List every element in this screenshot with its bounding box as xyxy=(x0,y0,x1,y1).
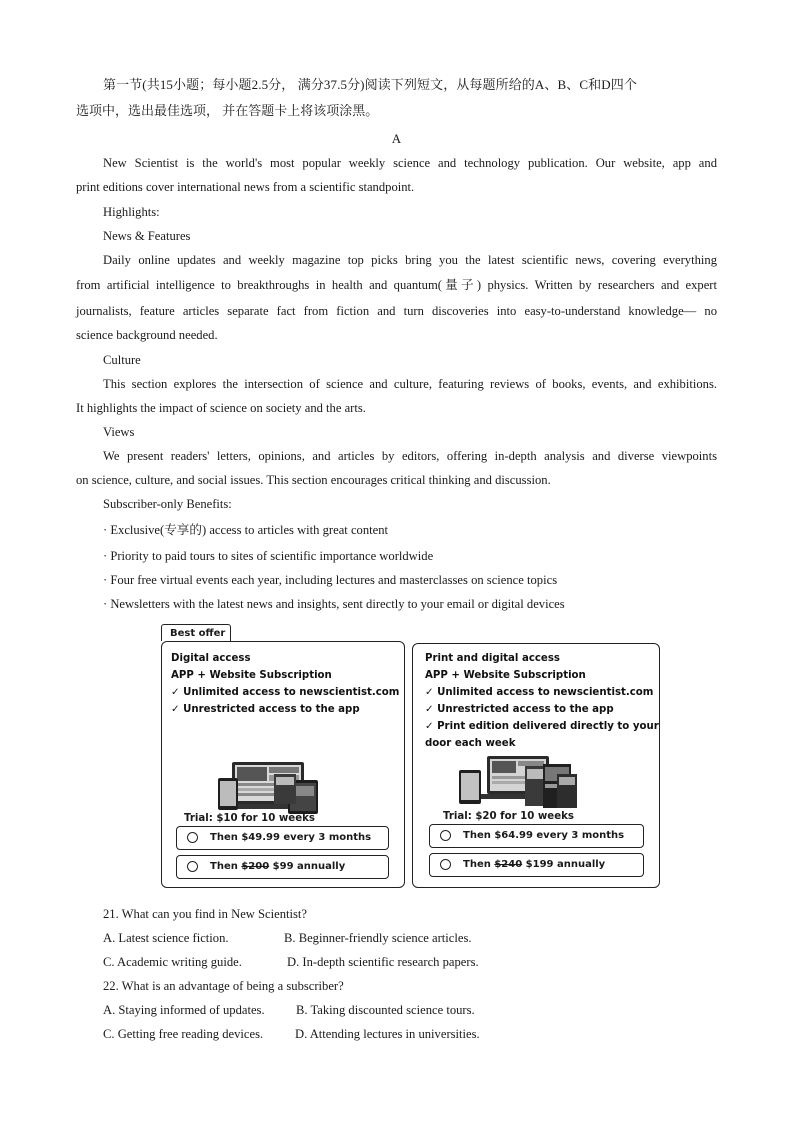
option-prefix: Then xyxy=(463,859,495,870)
option-label: Then $49.99 every 3 months xyxy=(210,832,372,843)
radio-circle-icon[interactable] xyxy=(187,861,198,872)
digital-title: Digital access xyxy=(171,653,251,664)
radio-circle-icon[interactable] xyxy=(187,832,198,843)
views-line-1: We present readers' letters, opinions, and articles by editors, offering in-depth analysis and diverse viewpoints xyxy=(103,449,717,463)
benefits-heading: Subscriber-only Benefits: xyxy=(103,497,232,511)
devices-image xyxy=(218,760,322,814)
news-heading: News & Features xyxy=(103,229,191,243)
question-21: 21. What can you find in New Scientist? xyxy=(103,907,308,921)
digital-quarterly-option[interactable] xyxy=(176,826,389,850)
q21-option-d[interactable]: D. In-depth scientific research papers. xyxy=(287,955,479,969)
instruction-line-1: 第一节(共15小题；每小题2.5分， 满分37.5分)阅读下列短文，从每题所给的A、B、C和D四个 xyxy=(103,77,637,92)
digital-feature: ✓ Unrestricted access to the app xyxy=(171,704,360,715)
instruction-line-2: 选项中，选出最佳选项， 并在答题卡上将该项涂黑。 xyxy=(76,103,379,118)
news-line-3: journalists, feature articles separate fact from fiction and turn discoveries into easy-to-understand knowledge— no xyxy=(76,304,717,318)
devices-and-magazines-image xyxy=(457,754,577,810)
print-title: Print and digital access xyxy=(425,653,560,664)
print-feature: door each week xyxy=(425,738,516,749)
culture-line-1: This section explores the intersection of science and culture, featuring reviews of books, events, and exhibitions. xyxy=(103,377,717,391)
q22-option-b[interactable]: B. Taking discounted science tours. xyxy=(296,1003,475,1017)
digital-trial: Trial: $10 for 10 weeks xyxy=(184,813,315,824)
q22-option-a[interactable]: A. Staying informed of updates. xyxy=(103,1003,265,1017)
news-line-2: from artificial intelligence to breakthroughs in health and quantum(量子) physics. Written by researchers and expert xyxy=(76,278,717,292)
views-heading: Views xyxy=(103,425,135,439)
new-price: $99 annually xyxy=(269,861,346,872)
highlights-heading: Highlights: xyxy=(103,205,160,219)
print-quarterly-option[interactable] xyxy=(429,824,644,848)
radio-circle-icon[interactable] xyxy=(440,859,451,870)
benefit-item: · Exclusive(专享的) access to articles with great content xyxy=(103,523,389,537)
q21-option-a[interactable]: A. Latest science fiction. xyxy=(103,931,229,945)
news-line-4: science background needed. xyxy=(76,328,218,342)
old-price: $240 xyxy=(494,859,523,870)
print-feature: ✓ Unlimited access to newscientist.com xyxy=(425,687,654,698)
digital-access-card xyxy=(161,641,405,888)
new-price: $199 annually xyxy=(522,859,606,870)
passage-label: A xyxy=(391,131,402,146)
option-label: Then $64.99 every 3 months xyxy=(463,830,625,841)
intro-paragraph-line-2: print editions cover international news from a scientific standpoint. xyxy=(76,180,415,194)
news-line-1: Daily online updates and weekly magazine top picks bring you the latest scientific news, covering everything xyxy=(103,253,717,267)
print-feature: ✓ Print edition delivered directly to your xyxy=(425,721,659,732)
print-annual-option[interactable] xyxy=(429,853,644,877)
question-22: 22. What is an advantage of being a subscriber? xyxy=(103,979,344,993)
print-trial: Trial: $20 for 10 weeks xyxy=(443,811,574,822)
culture-heading: Culture xyxy=(103,353,141,367)
best-offer-tab: Best offer xyxy=(161,624,231,641)
print-subtitle: APP + Website Subscription xyxy=(425,670,586,681)
print-digital-card xyxy=(412,643,660,888)
digital-subtitle: APP + Website Subscription xyxy=(171,670,332,681)
benefit-item: · Four free virtual events each year, including lectures and masterclasses on science topics xyxy=(103,573,558,587)
old-price: $200 xyxy=(241,861,270,872)
q21-option-b[interactable]: B. Beginner-friendly science articles. xyxy=(284,931,472,945)
views-line-2: on science, culture, and social issues. This section encourages critical thinking and discussion. xyxy=(76,473,551,487)
culture-line-2: It highlights the impact of science on society and the arts. xyxy=(76,401,366,415)
benefit-item: · Newsletters with the latest news and insights, sent directly to your email or digital devices xyxy=(103,597,565,611)
intro-paragraph-line-1: New Scientist is the world's most popular weekly science and technology publication. Our website, app and xyxy=(103,156,717,170)
q22-option-c[interactable]: C. Getting free reading devices. xyxy=(103,1027,264,1041)
print-feature: ✓ Unrestricted access to the app xyxy=(425,704,614,715)
option-prefix: Then xyxy=(210,861,242,872)
digital-annual-option[interactable] xyxy=(176,855,389,879)
digital-feature: ✓ Unlimited access to newscientist.com xyxy=(171,687,400,698)
benefit-item: · Priority to paid tours to sites of scientific importance worldwide xyxy=(103,549,434,563)
q21-option-c[interactable]: C. Academic writing guide. xyxy=(103,955,242,969)
q22-option-d[interactable]: D. Attending lectures in universities. xyxy=(295,1027,480,1041)
radio-circle-icon[interactable] xyxy=(440,830,451,841)
